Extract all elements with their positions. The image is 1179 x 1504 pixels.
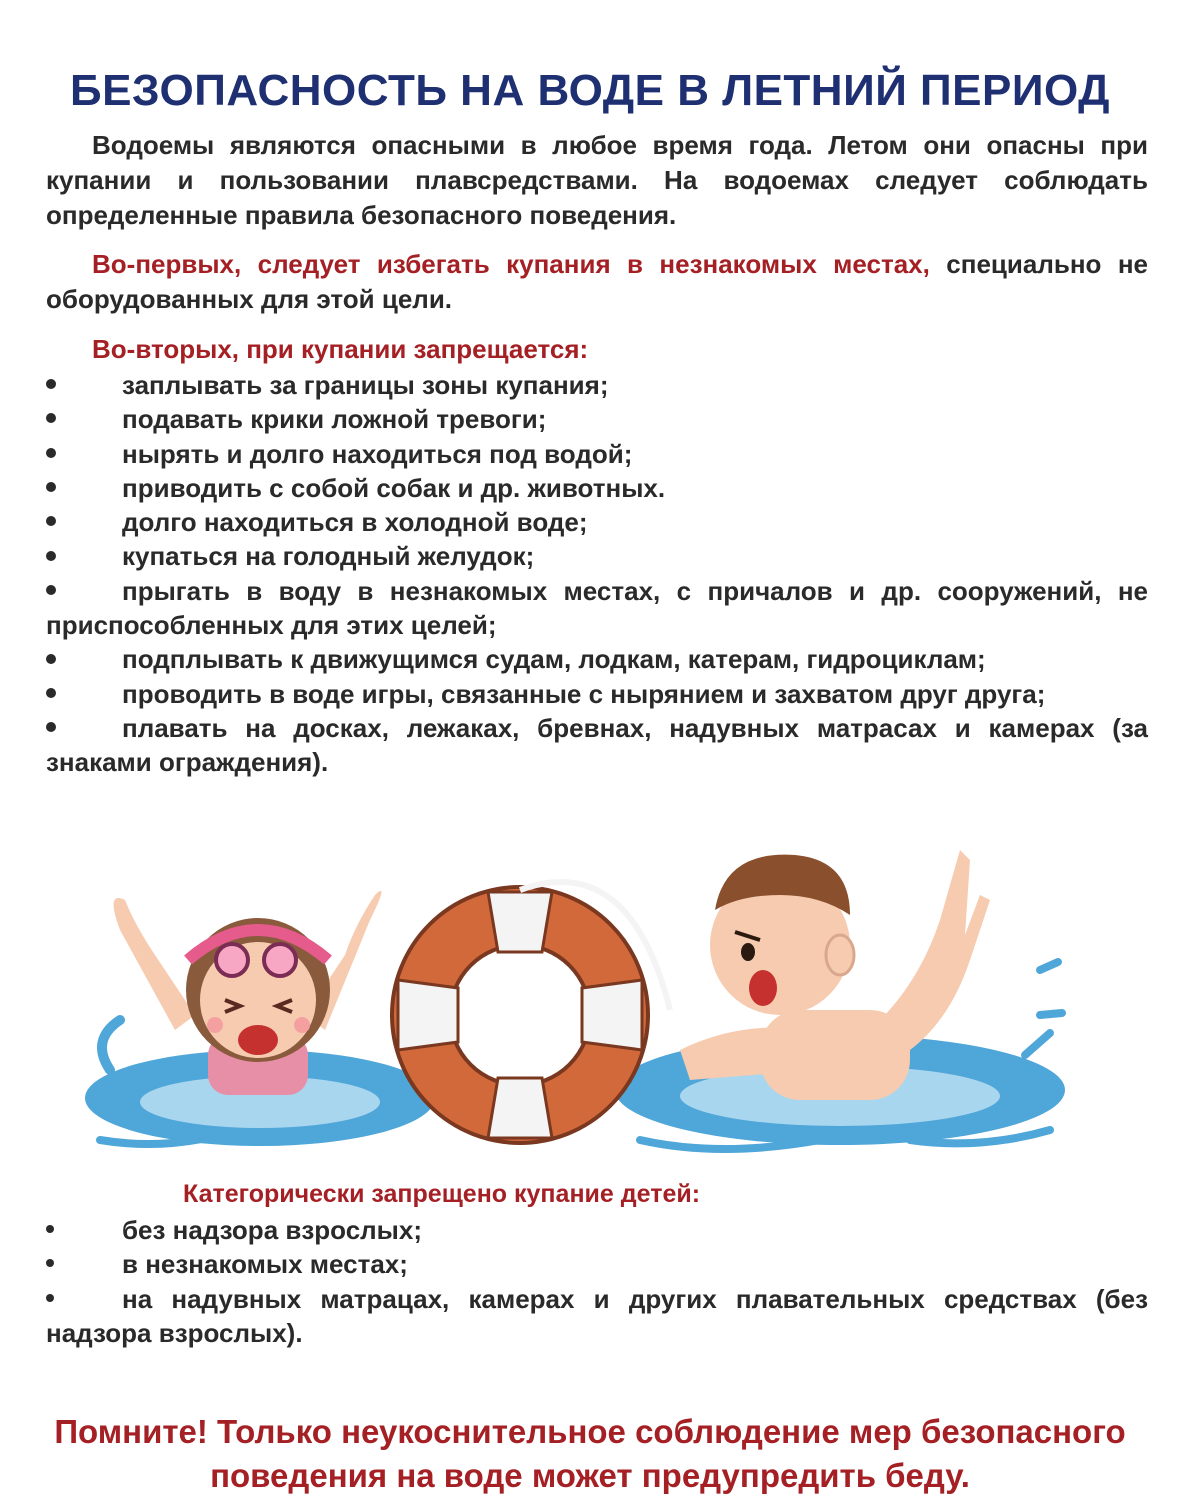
list-item [46, 368, 1148, 402]
list-item [46, 711, 1148, 780]
list-item [46, 539, 1148, 573]
list-item-text: нырять и долго находиться под водой; [122, 438, 633, 469]
bullet-icon [46, 1225, 54, 1233]
list-item-text: подавать крики ложной тревоги; [122, 404, 547, 435]
first-rule-paragraph [46, 247, 1148, 317]
bullet-icon [46, 379, 56, 389]
list-item-text: без надзора взрослых; [122, 1215, 423, 1245]
first-rule-rest: специально не оборудованных для этой цели. [46, 249, 1148, 314]
list-item-text: на надувных матрацах, камерах и других плавательных средствах (без надзора взрослых). [46, 1283, 1148, 1348]
children-list [46, 1213, 1148, 1350]
list-item-text: заплывать за границы зоны купания; [122, 370, 609, 400]
list-item [46, 402, 1148, 436]
second-rule-heading-text: Во-вторых, при купании запрещается: [92, 334, 589, 364]
list-item [46, 471, 1148, 505]
final-warning: Помните! Только неукоснительное соблюдение мер безопасного поведения на воде может предупредить беду. [54, 1413, 1126, 1494]
bullet-icon [46, 448, 56, 458]
bullet-icon [46, 516, 56, 526]
list-item [46, 437, 1148, 471]
list-item-text: долго находиться в холодной воде; [122, 507, 588, 538]
page-title: БЕЗОПАСНОСТЬ НА ВОДЕ В ЛЕТНИЙ ПЕРИОД [70, 66, 1110, 115]
list-item [46, 1247, 1148, 1281]
list-item [46, 505, 1148, 539]
rescue-illustration [80, 840, 1110, 1170]
bullet-icon [46, 585, 56, 595]
intro-paragraph [46, 128, 1148, 233]
bullet-icon [46, 1294, 54, 1302]
list-item [46, 642, 1148, 676]
list-item-text: плавать на досках, лежаках, бревнах, надувных матрасах и камерах (за знаками ограждения). [46, 712, 1148, 778]
list-item [46, 1213, 1148, 1247]
bullet-icon [46, 654, 56, 664]
intro-text: Водоемы являются опасными в любое время года. Летом они опасны при купании и пользовании плавсредствами. На водоемах следует соблюдать определенные правила безопасного поведения. [46, 130, 1148, 230]
bullet-icon [46, 413, 56, 423]
second-rule-heading [46, 332, 1148, 367]
bullet-icon [46, 688, 56, 698]
prohibited-list [46, 368, 1148, 780]
bullet-icon [46, 482, 56, 492]
children-heading: Категорически запрещено купание детей: [183, 1180, 701, 1208]
list-item-text: подплывать к движущимся судам, лодкам, катерам, гидроциклам; [122, 644, 986, 675]
list-item-text: в незнакомых местах; [122, 1249, 408, 1280]
list-item [46, 574, 1148, 643]
bullet-icon [46, 1259, 54, 1267]
list-item-text: прыгать в воду в незнакомых местах, с причалов и др. сооружений, не приспособленных для этих целей; [46, 575, 1148, 641]
bullet-icon [46, 551, 56, 561]
list-item [46, 677, 1148, 711]
bullet-icon [46, 722, 56, 732]
first-rule-highlight: Во-первых, следует избегать купания в незнакомых местах, [92, 249, 930, 279]
list-item [46, 1282, 1148, 1351]
list-item-text: проводить в воде игры, связанные с нырянием и захватом друг друга; [122, 678, 1046, 709]
list-item-text: приводить с собой собак и др. животных. [122, 472, 666, 503]
list-item-text: купаться на голодный желудок; [122, 541, 535, 572]
